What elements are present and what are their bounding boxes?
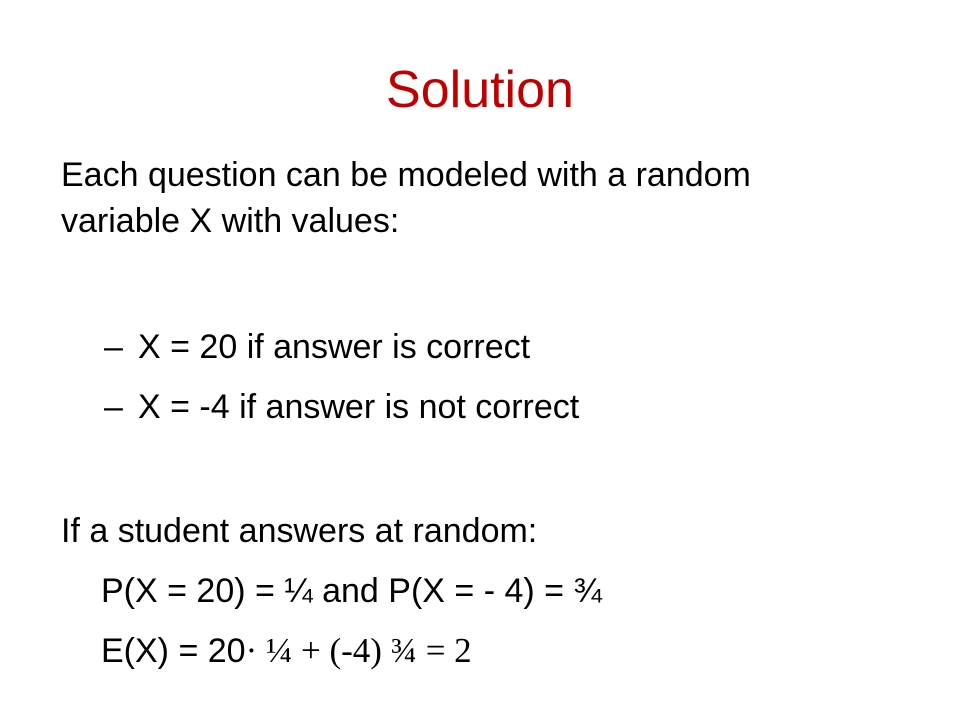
bullet-correct-text: X = 20 if answer is correct: [138, 328, 531, 366]
slide-title: Solution: [386, 61, 574, 119]
intro-line-2: variable X with values:: [61, 202, 400, 240]
bullet-incorrect-text: X = -4 if answer is not correct: [138, 388, 580, 426]
expectation-prefix: E(X) = 20: [101, 632, 246, 670]
probability-line: P(X = 20) = ¼ and P(X = - 4) = ¾: [101, 572, 602, 610]
random-intro: If a student answers at random:: [61, 512, 538, 550]
bullet-dash: –: [104, 328, 123, 366]
expectation-line: [101, 630, 472, 672]
intro-line-1: Each question can be modeled with a random: [61, 156, 751, 194]
expectation-suffix: · ¼ + (-4) ¾ = 2: [245, 631, 472, 670]
bullet-correct: [104, 326, 530, 368]
bullet-dash: –: [104, 388, 123, 426]
bullet-incorrect: [104, 386, 579, 428]
